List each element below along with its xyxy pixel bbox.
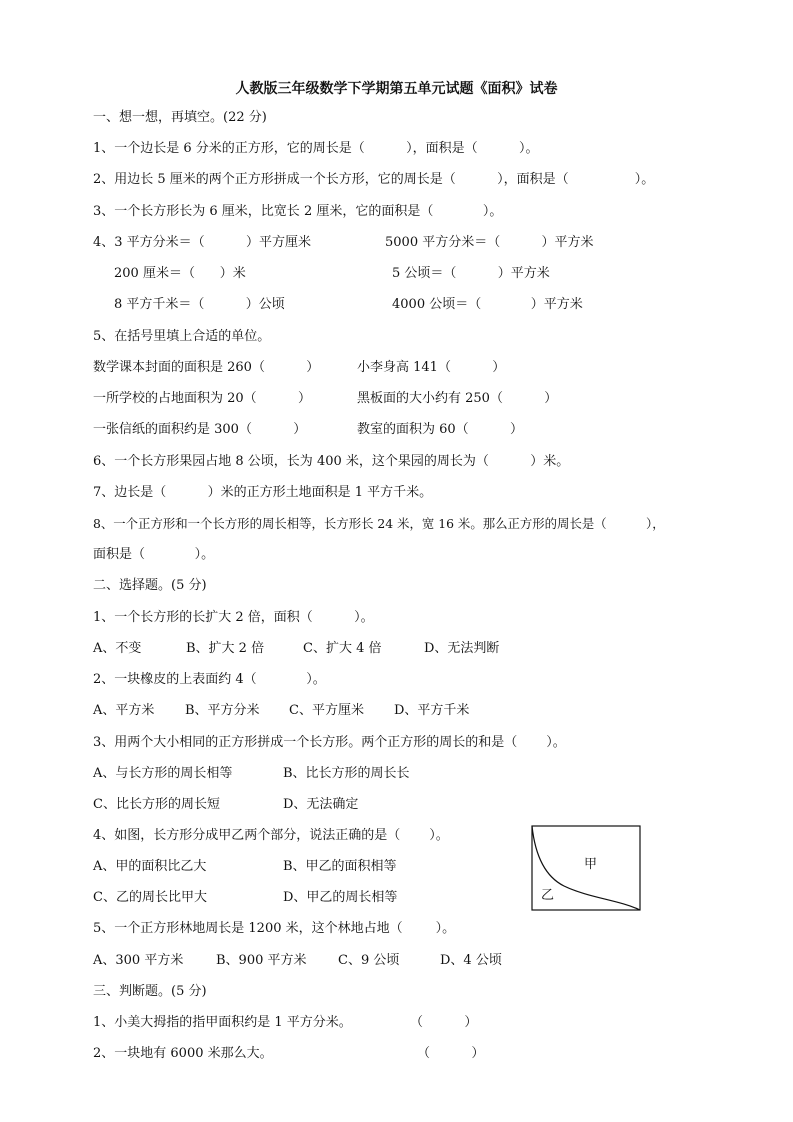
section2-heading: 二、选择题。(5 分) — [93, 578, 207, 593]
s1-q4-row2-right: 5 公顷＝（ ）平方米 — [392, 266, 550, 281]
s2-q1-option-a: A、不变 — [93, 641, 142, 656]
section1-heading: 一、想一想，再填空。(22 分) — [93, 110, 267, 125]
s1-q4-row3-right: 4000 公顷＝（ ）平方米 — [392, 297, 583, 312]
s1-question-1: 1、一个边长是 6 分米的正方形，它的周长是（ ），面积是（ ）。 — [93, 141, 539, 156]
s2-q2-option-b: B、平方分米 — [185, 703, 260, 718]
s2-q4-option-b: B、甲乙的面积相等 — [283, 859, 397, 874]
s1-q5-row1-left: 数学课本封面的面积是 260（ ） — [93, 360, 320, 375]
s3-question-2: 2、一块地有 6000 米那么大。 — [93, 1046, 273, 1061]
s2-q4-option-c: C、乙的周长比甲大 — [93, 890, 207, 905]
s2-q1-option-d: D、无法判断 — [424, 641, 500, 656]
s2-q2-option-d: D、平方千米 — [394, 703, 470, 718]
s2-q3-option-b: B、比长方形的周长长 — [283, 766, 410, 781]
s1-question-6: 6、一个长方形果园占地 8 公顷，长为 400 米，这个果园的周长为（ ）米。 — [93, 454, 570, 469]
s2-q3-stem: 3、用两个大小相同的正方形拼成一个长方形。两个正方形的周长的和是（ ）。 — [93, 735, 566, 750]
s2-q1-stem: 1、一个长方形的长扩大 2 倍，面积（ ）。 — [93, 610, 374, 625]
s1-question-8-line1: 8、一个正方形和一个长方形的周长相等，长方形长 24 米，宽 16 米。那么正方形的周长是（ ）， — [93, 516, 665, 531]
s3-question-1-blank: （ ） — [410, 1015, 478, 1030]
s1-q5-row3-left: 一张信纸的面积约是 300（ ） — [93, 422, 307, 437]
s1-question-2: 2、用边长 5 厘米的两个正方形拼成一个长方形，它的周长是（ ），面积是（ ）。 — [93, 172, 655, 187]
s2-q2-option-a: A、平方米 — [93, 703, 155, 718]
figure-label-yi: 乙 — [541, 888, 555, 903]
s1-q5-stem: 5、在括号里填上合适的单位。 — [93, 329, 271, 344]
s2-q2-stem: 2、一块橡皮的上表面约 4（ ）。 — [93, 672, 326, 687]
s2-q5-option-b: B、900 平方米 — [216, 953, 307, 968]
s3-question-2-blank: （ ） — [417, 1046, 485, 1061]
s1-q4-row1-left: 4、3 平方分米＝（ ）平方厘米 — [93, 235, 311, 250]
s1-question-3: 3、一个长方形长为 6 厘米，比宽长 2 厘米，它的面积是（ ）。 — [93, 204, 503, 219]
s2-q3-option-c: C、比长方形的周长短 — [93, 797, 220, 812]
s1-q5-row3-right: 教室的面积为 60（ ） — [357, 422, 523, 437]
figure-label-jia: 甲 — [584, 857, 598, 872]
s2-q5-stem: 5、一个正方形林地周长是 1200 米，这个林地占地（ ）。 — [93, 921, 456, 936]
s2-q5-option-d: D、4 公顷 — [440, 953, 502, 968]
s2-q4-stem: 4、如图，长方形分成甲乙两个部分，说法正确的是（ ）。 — [93, 828, 449, 843]
s2-q4-option-a: A、甲的面积比乙大 — [93, 859, 207, 874]
rectangle-figure — [529, 824, 644, 916]
s2-q5-option-c: C、9 公顷 — [338, 953, 400, 968]
s2-q4-option-d: D、甲乙的周长相等 — [283, 890, 398, 905]
s1-question-8-line2: 面积是（ ）。 — [93, 547, 215, 562]
s2-q2-option-c: C、平方厘米 — [289, 703, 364, 718]
s2-q1-option-c: C、扩大 4 倍 — [303, 641, 382, 656]
s1-q5-row1-right: 小李身高 141（ ） — [357, 360, 506, 375]
s2-q5-option-a: A、300 平方米 — [93, 953, 184, 968]
s1-q5-row2-left: 一所学校的占地面积为 20（ ） — [93, 391, 311, 406]
s1-question-7: 7、边长是（ ）米的正方形土地面积是 1 平方千米。 — [93, 485, 433, 500]
s3-question-1: 1、小美大拇指的指甲面积约是 1 平方分米。 — [93, 1015, 352, 1030]
s1-q4-row3-left: 8 平方千米＝（ ）公顷 — [114, 297, 285, 312]
s1-q5-row2-right: 黑板面的大小约有 250（ ） — [357, 391, 558, 406]
s1-q4-row1-right: 5000 平方分米＝（ ）平方米 — [385, 235, 594, 250]
s2-q1-option-b: B、扩大 2 倍 — [186, 641, 265, 656]
s2-q3-option-d: D、无法确定 — [283, 797, 359, 812]
page-title: 人教版三年级数学下学期第五单元试题《面积》试卷 — [235, 81, 558, 97]
section3-heading: 三、判断题。(5 分) — [93, 984, 207, 999]
s2-q3-option-a: A、与长方形的周长相等 — [93, 766, 233, 781]
s1-q4-row2-left: 200 厘米＝（ ）米 — [114, 266, 246, 281]
